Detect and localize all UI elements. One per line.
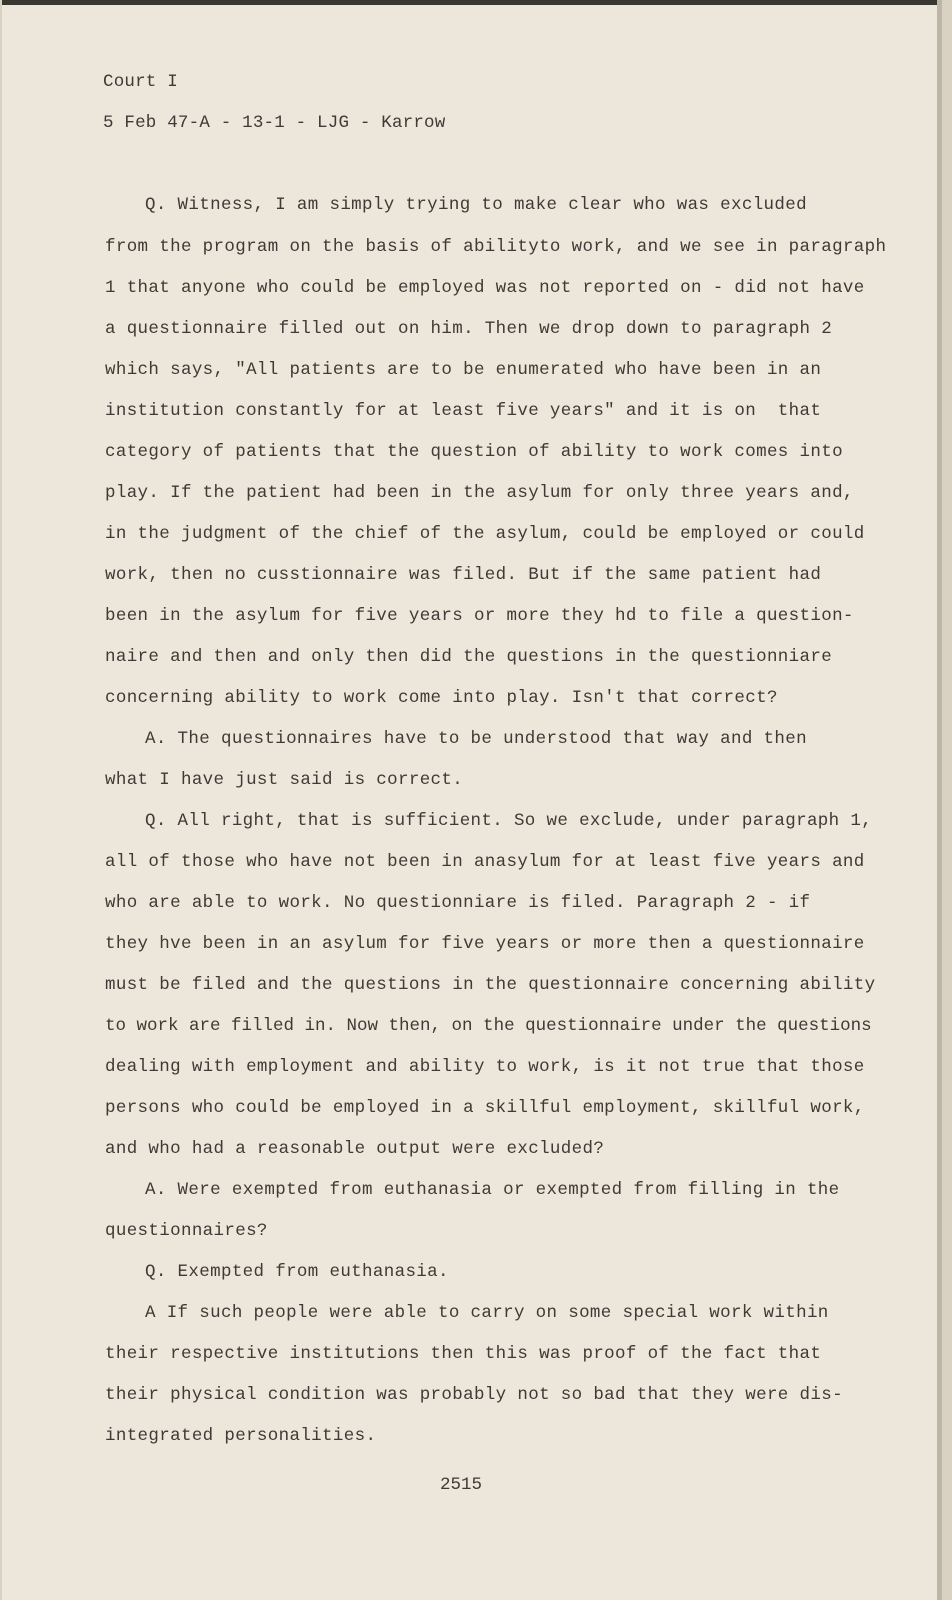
transcript-line: all of those who have not been in anasylum for at least five years and	[105, 852, 865, 872]
page-number: 2515	[440, 1475, 483, 1495]
transcript-line: must be filed and the questions in the questionnaire concerning ability	[105, 975, 876, 995]
document-page	[2, 0, 942, 1600]
session-reference: 5 Feb 47-A - 13-1 - LJG - Karrow	[103, 113, 446, 133]
transcript-line: naire and then and only then did the questions in the questionniare	[105, 647, 833, 667]
transcript-line: their respective institutions then this was proof of the fact that	[105, 1344, 822, 1364]
transcript-line: 1 that anyone who could be employed was not reported on - did not have	[105, 278, 865, 298]
transcript-line: and who had a reasonable output were excluded?	[105, 1139, 605, 1159]
transcript-line: questionnaires?	[105, 1221, 268, 1241]
transcript-line: Q. Exempted from euthanasia.	[145, 1262, 449, 1282]
transcript-line: in the judgment of the chief of the asylum, could be employed or could	[105, 524, 865, 544]
transcript-line: who are able to work. No questionniare is filed. Paragraph 2 - if	[105, 893, 811, 913]
transcript-line: a questionnaire filled out on him. Then we drop down to paragraph 2	[105, 319, 833, 339]
transcript-line: A If such people were able to carry on some special work within	[145, 1303, 829, 1323]
transcript-line: they hve been in an asylum for five years or more then a questionnaire	[105, 934, 865, 954]
transcript-line: their physical condition was probably not so bad that they were dis-	[105, 1385, 843, 1405]
transcript-line: persons who could be employed in a skillful employment, skillful work,	[105, 1098, 865, 1118]
transcript-line: play. If the patient had been in the asylum for only three years and,	[105, 483, 854, 503]
transcript-line: Q. Witness, I am simply trying to make clear who was excluded	[145, 195, 807, 215]
transcript-line: category of patients that the question of ability to work comes into	[105, 442, 843, 462]
transcript-line: institution constantly for at least five years" and it is on that	[105, 401, 822, 421]
transcript-line: A. Were exempted from euthanasia or exempted from filling in the	[145, 1180, 840, 1200]
transcript-line: work, then no cusstionnaire was filed. But if the same patient had	[105, 565, 822, 585]
transcript-line: concerning ability to work come into play. Isn't that correct?	[105, 688, 778, 708]
transcript-line: from the program on the basis of abilityto work, and we see in paragraph	[105, 237, 887, 257]
transcript-line: dealing with employment and ability to work, is it not true that those	[105, 1057, 865, 1077]
transcript-line: A. The questionnaires have to be understood that way and then	[145, 729, 807, 749]
transcript-line: what I have just said is correct.	[105, 770, 464, 790]
transcript-line: which says, "All patients are to be enumerated who have been in an	[105, 360, 822, 380]
transcript-line: been in the asylum for five years or more they hd to file a question-	[105, 606, 854, 626]
transcript-line: integrated personalities.	[105, 1426, 377, 1446]
court-heading: Court I	[103, 72, 178, 92]
transcript-line: to work are filled in. Now then, on the questionnaire under the questions	[105, 1016, 872, 1036]
transcript-line: Q. All right, that is sufficient. So we exclude, under paragraph 1,	[145, 811, 873, 831]
